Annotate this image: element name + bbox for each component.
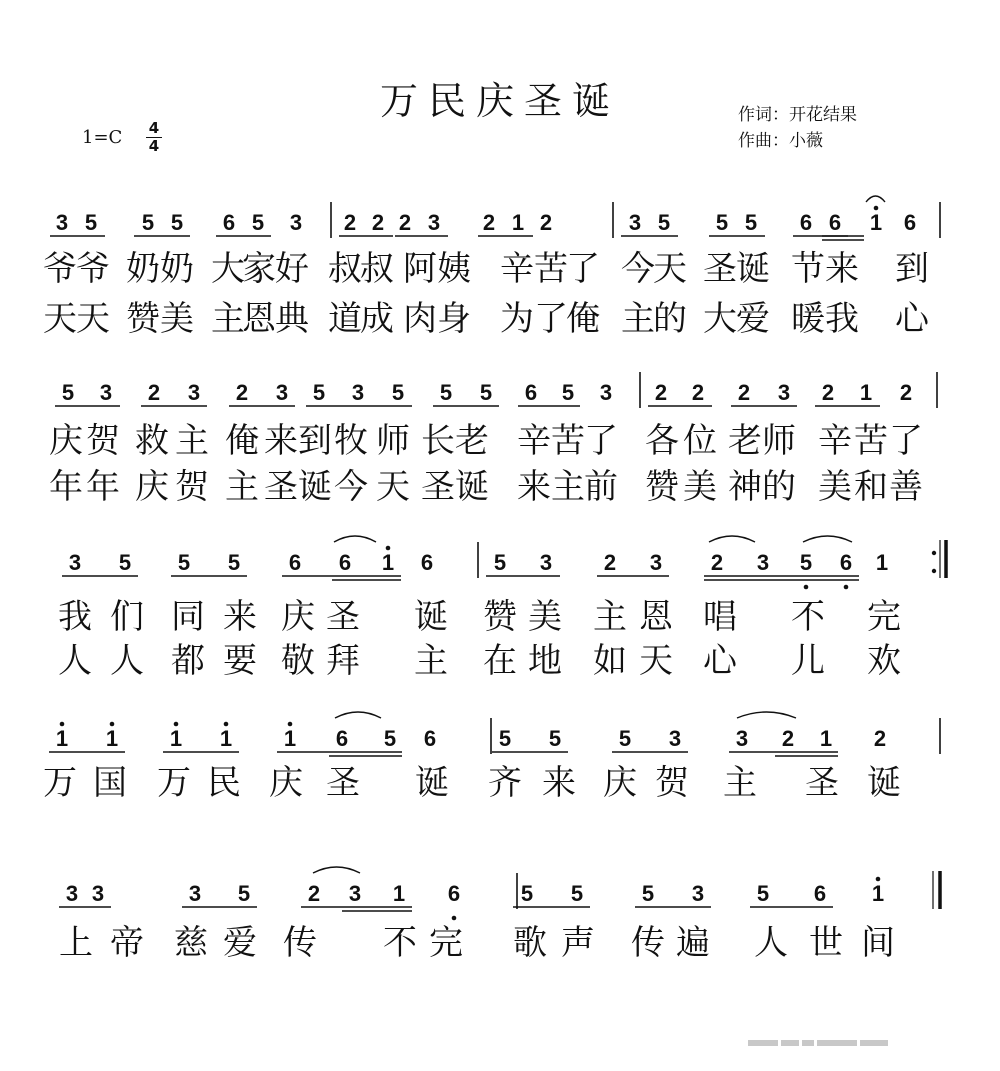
lyric-verse2-s2-18: 的 (762, 467, 796, 507)
note-s5-2: 3 (91, 881, 105, 906)
note-s1-15: 3 (628, 210, 642, 235)
lyric-verse2-s1-13: 了 (534, 299, 568, 339)
note-s4-10: 5 (548, 726, 562, 751)
lyric-verse1-s1-17: 圣 (703, 249, 737, 289)
lyric-verse2-s1-16: 的 (653, 299, 687, 339)
lyric-verse1-s2-20: 苦 (854, 421, 888, 461)
lyric-verse1-s1-5: 大 (211, 249, 245, 289)
slur (709, 536, 755, 542)
lyric-verse2-s1-15: 主 (621, 299, 655, 339)
lyric-verse2-s3-7: 主 (414, 641, 448, 681)
note-s2-5: 2 (235, 380, 249, 405)
note-s3-13: 2 (710, 550, 724, 575)
lyric-verse1-s1-12: 辛 (500, 249, 534, 289)
note-s3-7: 1 (381, 550, 395, 575)
note-s4-12: 3 (668, 726, 682, 751)
lyric-verse1-s3-12: 唱 (703, 597, 737, 637)
octave-low-dot (844, 585, 849, 590)
note-s4-15: 1 (819, 726, 833, 751)
lyric-verse1-s4-9: 来 (542, 763, 576, 803)
lyric-verse1-s3-9: 美 (528, 597, 562, 637)
note-s1-9: 2 (371, 210, 385, 235)
note-s2-3: 2 (147, 380, 161, 405)
lyric-verse1-s5-10: 传 (631, 923, 665, 963)
note-s2-20: 1 (859, 380, 873, 405)
lyric-verse2-s3-2: 人 (110, 641, 144, 681)
note-s1-20: 6 (828, 210, 842, 235)
lyric-verse2-s1-3: 赞 (126, 299, 160, 339)
note-s2-2: 3 (99, 380, 113, 405)
lyric-verse1-s4-1: 万 (43, 763, 77, 803)
note-s5-14: 6 (813, 881, 827, 906)
lyric-verse1-s1-10: 阿 (403, 249, 437, 289)
lyric-verse1-s2-4: 主 (175, 421, 209, 461)
lyric-verse2-s1-7: 典 (275, 299, 309, 339)
note-s3-4: 5 (227, 550, 241, 575)
lyric-verse1-s4-8: 齐 (488, 763, 522, 803)
note-s1-18: 5 (744, 210, 758, 235)
lyric-verse1-s3-3: 同 (171, 597, 205, 637)
note-s4-8: 6 (423, 726, 437, 751)
note-s4-13: 3 (735, 726, 749, 751)
lyric-verse2-s3-13: 儿 (791, 641, 825, 681)
lyric-verse2-s3-10: 如 (593, 641, 627, 681)
lyric-verse1-s1-21: 到 (895, 249, 929, 289)
lyric-verse1-s1-16: 天 (653, 249, 687, 289)
lyric-verse1-s5-1: 上 (59, 923, 93, 963)
note-s4-16: 2 (873, 726, 887, 751)
lyric-verse2-s1-5: 主 (211, 299, 245, 339)
note-s1-13: 1 (511, 210, 525, 235)
lyric-verse1-s4-14: 诞 (867, 763, 901, 803)
lyric-verse1-s1-8: 叔 (328, 249, 362, 289)
lyric-verse2-s3-9: 地 (528, 641, 562, 681)
lyric-verse2-s3-3: 都 (171, 641, 205, 681)
note-s4-1: 1 (55, 726, 69, 751)
lyric-verse1-s1-13: 苦 (534, 249, 568, 289)
note-s1-2: 5 (84, 210, 98, 235)
lyric-verse1-s5-11: 遍 (676, 923, 710, 963)
lyric-verse1-s3-13: 不 (791, 597, 825, 637)
note-s2-4: 3 (187, 380, 201, 405)
watermark (748, 1032, 948, 1042)
lyric-verse1-s1-7: 好 (275, 249, 309, 289)
repeat-dot (932, 569, 936, 573)
note-s2-17: 2 (737, 380, 751, 405)
lyric-verse2-s2-12: 来 (517, 467, 551, 507)
note-s4-11: 5 (618, 726, 632, 751)
lyric-verse1-s5-4: 爱 (223, 923, 257, 963)
note-s5-9: 5 (520, 881, 534, 906)
lyric-verse2-s1-9: 成 (360, 299, 394, 339)
slur (313, 867, 360, 873)
note-s2-14: 3 (599, 380, 613, 405)
note-s2-19: 2 (821, 380, 835, 405)
lyric-verse1-s1-2: 爷 (76, 249, 110, 289)
note-s2-9: 5 (391, 380, 405, 405)
lyric-verse1-s5-2: 帝 (110, 923, 144, 963)
note-s1-6: 5 (251, 210, 265, 235)
lyric-verse1-s5-12: 人 (754, 923, 788, 963)
lyric-verse2-s2-10: 圣 (421, 467, 455, 507)
octave-low-dot (452, 916, 457, 921)
lyric-verse1-s3-6: 圣 (326, 597, 360, 637)
lyric-verse2-s3-6: 拜 (326, 641, 360, 681)
lyric-verse1-s2-9: 师 (376, 421, 410, 461)
note-s3-9: 5 (493, 550, 507, 575)
octave-high-dot (174, 722, 179, 727)
note-s3-12: 3 (649, 550, 663, 575)
lyric-verse2-s1-10: 肉 (403, 299, 437, 339)
lyric-verse1-s2-1: 庆 (49, 421, 83, 461)
note-s2-18: 3 (777, 380, 791, 405)
note-s1-17: 5 (715, 210, 729, 235)
lyric-verse2-s2-2: 年 (86, 467, 120, 507)
lyric-verse1-s5-6: 不 (383, 923, 417, 963)
lyric-verse1-s4-12: 主 (723, 763, 757, 803)
lyric-verse1-s2-18: 师 (762, 421, 796, 461)
lyric-verse1-s1-4: 奶 (160, 249, 194, 289)
lyric-verse2-s2-14: 前 (584, 467, 618, 507)
octave-low-dot (804, 585, 809, 590)
lyric-verse2-s1-20: 我 (825, 299, 859, 339)
lyric-verse2-s2-13: 主 (551, 467, 585, 507)
note-s5-5: 2 (307, 881, 321, 906)
lyric-verse1-s4-6: 圣 (326, 763, 360, 803)
lyric-verse1-s5-5: 传 (283, 923, 317, 963)
lyric-verse2-s2-19: 美 (818, 467, 852, 507)
note-s1-3: 5 (141, 210, 155, 235)
note-s3-1: 3 (68, 550, 82, 575)
note-s1-1: 3 (55, 210, 69, 235)
lyric-verse1-s2-5: 俺 (225, 421, 259, 461)
lyric-verse2-s1-12: 为 (500, 299, 534, 339)
lyric-verse1-s5-9: 声 (561, 923, 595, 963)
lyric-verse2-s1-21: 心 (895, 299, 929, 339)
lyric-verse1-s5-13: 世 (809, 923, 843, 963)
note-s3-3: 5 (177, 550, 191, 575)
note-s1-12: 2 (482, 210, 496, 235)
lyric-verse1-s1-20: 来 (825, 249, 859, 289)
lyric-verse1-s1-6: 家 (242, 249, 276, 289)
note-s4-14: 2 (781, 726, 795, 751)
lyric-verse2-s2-8: 今 (334, 467, 368, 507)
note-s2-12: 6 (524, 380, 538, 405)
lyric-verse2-s3-14: 欢 (867, 641, 901, 681)
lyric-verse1-s5-8: 歌 (513, 923, 547, 963)
lyricist-credit: 作词：开花结果 (738, 105, 857, 125)
lyric-verse2-s2-20: 和 (854, 467, 888, 507)
note-s5-15: 1 (871, 881, 885, 906)
lyric-verse1-s3-4: 来 (223, 597, 257, 637)
lyric-verse2-s2-3: 庆 (135, 467, 169, 507)
lyric-verse1-s3-8: 赞 (483, 597, 517, 637)
lyric-verse1-s3-2: 们 (110, 597, 144, 637)
note-s2-15: 2 (654, 380, 668, 405)
lyric-verse2-s1-1: 天 (43, 299, 77, 339)
lyric-verse1-s1-18: 诞 (736, 249, 770, 289)
lyric-verse2-s3-1: 人 (58, 641, 92, 681)
lyric-verse2-s3-5: 敬 (281, 641, 315, 681)
note-s4-2: 1 (105, 726, 119, 751)
note-s3-2: 5 (118, 550, 132, 575)
lyric-verse2-s1-19: 暖 (791, 299, 825, 339)
note-s5-13: 5 (756, 881, 770, 906)
time-signature-top: 4 (148, 119, 160, 137)
octave-high-dot (288, 722, 293, 727)
note-s1-21: 1 (869, 210, 883, 235)
octave-high-dot (224, 722, 229, 727)
lyric-verse1-s2-7: 到 (298, 421, 332, 461)
note-s2-11: 5 (479, 380, 493, 405)
note-s2-1: 5 (61, 380, 75, 405)
note-s5-7: 1 (392, 881, 406, 906)
lyric-verse1-s4-13: 圣 (805, 763, 839, 803)
octave-high-dot (60, 722, 65, 727)
note-s3-6: 6 (338, 550, 352, 575)
time-signature-bottom: 4 (148, 137, 160, 155)
note-s1-16: 5 (657, 210, 671, 235)
note-s1-11: 3 (427, 210, 441, 235)
lyric-verse1-s3-10: 主 (593, 597, 627, 637)
lyric-verse2-s2-11: 诞 (455, 467, 489, 507)
lyric-verse1-s2-13: 苦 (551, 421, 585, 461)
lyric-verse2-s2-7: 诞 (298, 467, 332, 507)
lyric-verse2-s1-17: 大 (703, 299, 737, 339)
lyric-verse2-s1-8: 道 (328, 299, 362, 339)
lyric-verse1-s2-11: 老 (455, 421, 489, 461)
note-s5-11: 5 (641, 881, 655, 906)
lyric-verse1-s5-7: 完 (429, 923, 463, 963)
lyric-verse1-s1-15: 今 (621, 249, 655, 289)
note-s1-14: 2 (539, 210, 553, 235)
octave-high-dot (874, 206, 879, 211)
lyric-verse1-s1-1: 爷 (43, 249, 77, 289)
note-s5-1: 3 (65, 881, 79, 906)
lyric-verse2-s3-12: 心 (703, 641, 737, 681)
lyric-verse2-s2-5: 主 (225, 467, 259, 507)
lyric-verse1-s2-8: 牧 (334, 421, 368, 461)
lyric-verse1-s4-3: 万 (157, 763, 191, 803)
lyric-verse1-s4-2: 国 (93, 763, 127, 803)
note-s3-10: 3 (539, 550, 553, 575)
note-s3-16: 6 (839, 550, 853, 575)
note-s4-3: 1 (169, 726, 183, 751)
lyric-verse1-s3-7: 诞 (414, 597, 448, 637)
lyric-verse2-s2-15: 赞 (645, 467, 679, 507)
lyric-verse1-s2-12: 辛 (517, 421, 551, 461)
lyric-verse2-s2-16: 美 (683, 467, 717, 507)
repeat-dot (932, 551, 936, 555)
slur (334, 536, 376, 542)
note-s3-11: 2 (603, 550, 617, 575)
note-s2-6: 3 (275, 380, 289, 405)
lyric-verse2-s2-4: 贺 (175, 467, 209, 507)
lyric-verse1-s1-19: 节 (791, 249, 825, 289)
note-s4-9: 5 (498, 726, 512, 751)
lyric-verse1-s4-7: 诞 (415, 763, 449, 803)
note-s5-6: 3 (348, 881, 362, 906)
note-s3-5: 6 (288, 550, 302, 575)
lyric-verse2-s3-11: 天 (639, 641, 673, 681)
lyric-verse1-s5-14: 间 (861, 923, 895, 963)
lyric-verse1-s4-5: 庆 (269, 763, 303, 803)
octave-high-dot (876, 877, 881, 882)
note-s3-8: 6 (420, 550, 434, 575)
note-s1-22: 6 (903, 210, 917, 235)
slur (803, 536, 852, 542)
lyric-verse1-s1-11: 姨 (437, 249, 471, 289)
lyric-verse1-s3-1: 我 (58, 597, 92, 637)
lyric-verse1-s1-3: 奶 (126, 249, 160, 289)
note-s3-14: 3 (756, 550, 770, 575)
note-s2-10: 5 (439, 380, 453, 405)
lyric-verse2-s2-21: 善 (889, 467, 923, 507)
lyric-verse1-s2-6: 来 (264, 421, 298, 461)
lyric-verse1-s2-17: 老 (728, 421, 762, 461)
note-s2-21: 2 (899, 380, 913, 405)
lyric-verse1-s3-14: 完 (867, 597, 901, 637)
lyric-verse2-s2-1: 年 (49, 467, 83, 507)
note-s1-10: 2 (398, 210, 412, 235)
lyric-verse2-s2-17: 神 (728, 467, 762, 507)
lyric-verse2-s3-8: 在 (483, 641, 517, 681)
lyric-verse1-s2-10: 长 (421, 421, 455, 461)
lyric-verse2-s1-2: 天 (76, 299, 110, 339)
note-s2-16: 2 (691, 380, 705, 405)
key-signature: 1=C (82, 127, 123, 148)
lyric-verse2-s1-4: 美 (160, 299, 194, 339)
lyric-verse1-s2-21: 了 (889, 421, 923, 461)
lyric-verse1-s2-15: 各 (645, 421, 679, 461)
lyric-verse2-s2-9: 天 (376, 467, 410, 507)
song-title: 万民庆圣诞 (379, 79, 620, 123)
lyric-verse2-s1-11: 身 (437, 299, 471, 339)
note-s5-10: 5 (570, 881, 584, 906)
lyric-verse1-s1-9: 叔 (360, 249, 394, 289)
lyric-verse1-s2-2: 贺 (86, 421, 120, 461)
note-s2-13: 5 (561, 380, 575, 405)
slur (335, 712, 381, 718)
note-s4-6: 6 (335, 726, 349, 751)
lyric-verse2-s1-14: 俺 (566, 299, 600, 339)
note-s4-4: 1 (219, 726, 233, 751)
octave-high-dot (386, 546, 391, 551)
lyric-verse2-s3-4: 要 (223, 641, 257, 681)
lyric-verse2-s1-6: 恩 (242, 299, 276, 339)
note-s4-7: 5 (383, 726, 397, 751)
note-s1-19: 6 (799, 210, 813, 235)
lyric-verse1-s5-3: 慈 (174, 923, 208, 963)
note-s1-5: 6 (222, 210, 236, 235)
note-s2-7: 5 (312, 380, 326, 405)
lyric-verse2-s1-18: 爱 (736, 299, 770, 339)
note-s5-8: 6 (447, 881, 461, 906)
slur (866, 196, 885, 202)
note-s2-8: 3 (351, 380, 365, 405)
note-s1-7: 3 (289, 210, 303, 235)
lyric-verse1-s2-16: 位 (683, 421, 717, 461)
slur (737, 712, 796, 718)
note-s1-4: 5 (170, 210, 184, 235)
lyric-verse1-s4-4: 民 (207, 763, 241, 803)
lyric-verse1-s4-10: 庆 (603, 763, 637, 803)
lyric-verse1-s2-19: 辛 (818, 421, 852, 461)
composer-credit: 作曲：小薇 (738, 131, 823, 151)
note-s5-3: 3 (188, 881, 202, 906)
octave-high-dot (110, 722, 115, 727)
lyric-verse1-s1-14: 了 (566, 249, 600, 289)
lyric-verse1-s3-5: 庆 (281, 597, 315, 637)
note-s5-12: 3 (691, 881, 705, 906)
lyric-verse1-s2-3: 救 (135, 421, 169, 461)
note-s5-4: 5 (237, 881, 251, 906)
note-s3-15: 5 (799, 550, 813, 575)
note-s1-8: 2 (343, 210, 357, 235)
note-s3-17: 1 (875, 550, 889, 575)
lyric-verse1-s3-11: 恩 (639, 597, 673, 637)
lyric-verse1-s2-14: 了 (584, 421, 618, 461)
note-s4-5: 1 (283, 726, 297, 751)
lyric-verse1-s4-11: 贺 (655, 763, 689, 803)
lyric-verse2-s2-6: 圣 (264, 467, 298, 507)
